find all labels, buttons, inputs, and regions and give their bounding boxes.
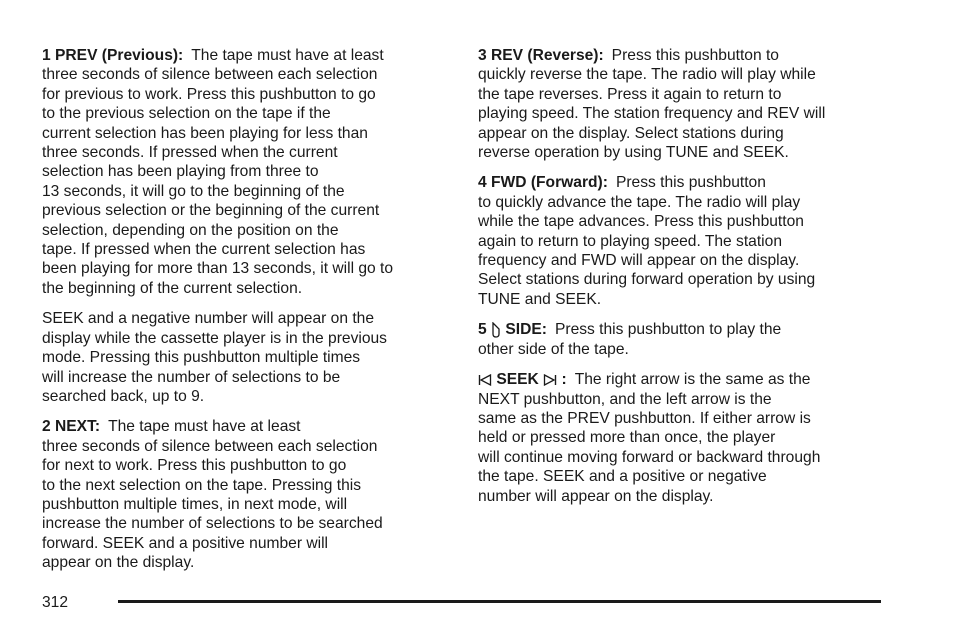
next-term: 2 NEXT:: [42, 418, 101, 436]
rev-term: 3 REV (Reverse):: [478, 47, 604, 64]
seek-negative-paragraph: [42, 309, 452, 406]
side-term-suffix: SIDE:: [505, 321, 547, 339]
prev-text: The tape must have at least three seconds of silence between each selection for previous to work. Press this pushbutton to go to the previous selection on the tape if the current selection has been playing for less than three seconds. If pressed when the current selection has been playing from three to 13 seconds, it will go to the beginning of the previous selection or the beginning of the current selection, depending on the position on the tape. If pressed when the current selection has been playing for more than 13 seconds, it will go to the beginning of the current selection.: [42, 47, 394, 297]
next-paragraph: [42, 417, 452, 572]
side-icon: [491, 322, 501, 338]
seek-negative-text: SEEK and a negative number will appear on the display while the cassette player is in the previous mode. Pressing this pushbutton multiple times will increase the number of selections to be searched back, up to 9.: [42, 310, 387, 405]
prev-paragraph: [42, 46, 452, 298]
seek-term-colon: :: [561, 371, 567, 389]
side-term-prefix: 5: [478, 321, 487, 339]
rev-paragraph: [478, 46, 883, 162]
prev-term: 1 PREV (Previous):: [42, 47, 184, 64]
side-text: Press this pushbutton to play the other side of the tape.: [478, 321, 782, 358]
left-column: [42, 46, 452, 584]
fwd-term: 4 FWD (Forward):: [478, 174, 608, 192]
seek-term: [478, 371, 567, 388]
footer-rule: [118, 600, 881, 603]
seek-paragraph: [478, 370, 883, 506]
seek-term-label: SEEK: [496, 371, 539, 389]
seek-text: The right arrow is the same as the NEXT pushbutton, and the left arrow is the same as the PREV pushbutton. If either arrow is held or pressed more than once, the player will continue moving forward or backward through the tape. SEEK and a positive or negative number will appear on the display.: [478, 371, 821, 505]
rev-text: Press this pushbutton to quickly reverse the tape. The radio will play while the tape reverses. Press it again to return to playing speed. The station frequency and REV will appear on the display. Select stations during reverse operation by using TUNE and SEEK.: [478, 47, 826, 162]
seek-left-icon: [478, 374, 492, 386]
page-number: 312: [42, 594, 69, 611]
side-paragraph: [478, 320, 883, 359]
side-term: [478, 321, 547, 338]
fwd-text: Press this pushbutton to quickly advance the tape. The radio will play while the tape advances. Press this pushbutton again to return to playing speed. The station frequency and FWD will appear on the display. Select stations during forward operation by using TUNE and SEEK.: [478, 174, 816, 308]
right-column: [478, 46, 883, 517]
fwd-paragraph: [478, 173, 883, 309]
seek-right-icon: [543, 374, 557, 386]
next-text: The tape must have at least three seconds of silence between each selection for next to work. Press this pushbutton to go to the next selection on the tape. Pressing this pushbutton multiple times, in next mode, will increase the number of selections to be searched forward. SEEK and a positive number will appear on the display.: [42, 418, 383, 572]
